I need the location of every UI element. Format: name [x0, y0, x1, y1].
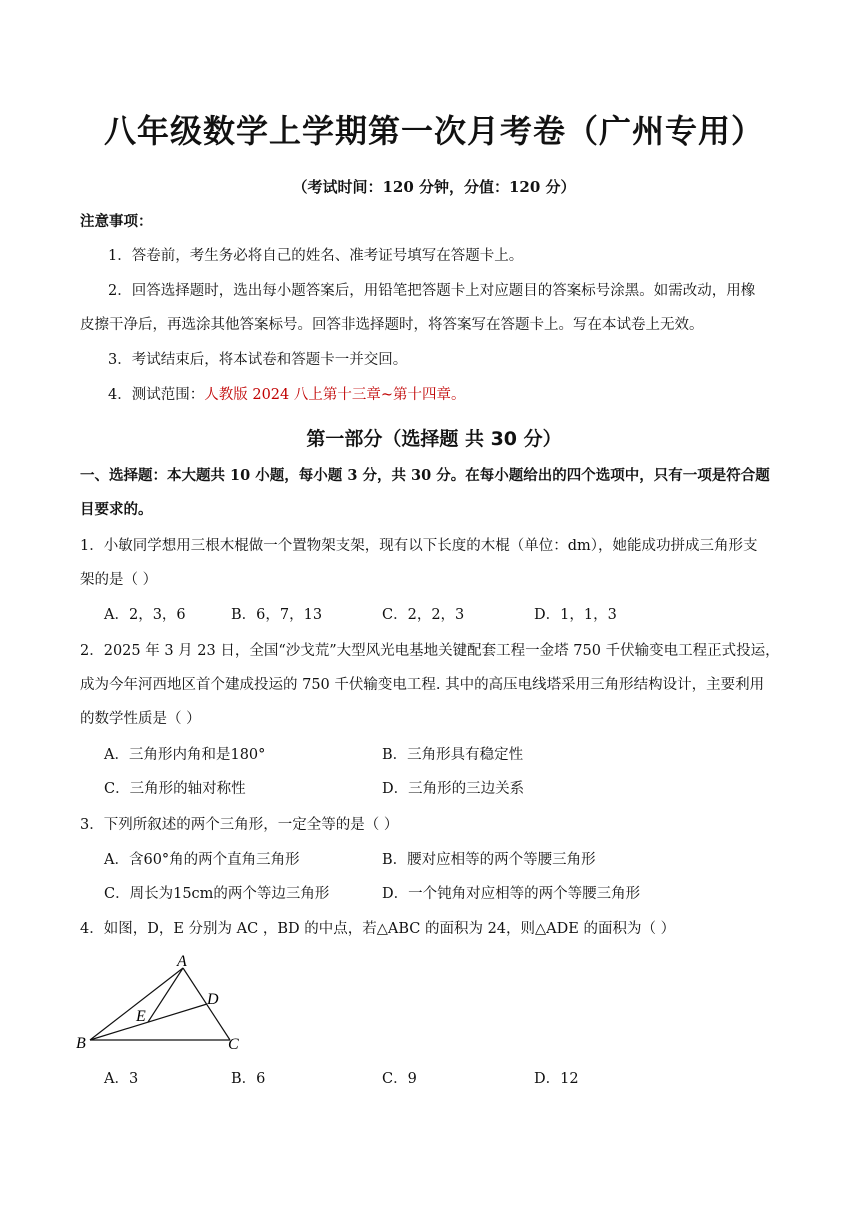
q4-option-b: B．6 — [231, 1071, 266, 1087]
note-item-3: 3．考试结束后，将本试卷和答题卡一并交回。 — [108, 352, 408, 368]
q2-stem-line-3: 的数学性质是（ ） — [80, 711, 201, 727]
q2-option-d: D．三角形的三边关系 — [382, 781, 525, 797]
q2-stem-line-1: 2．2025 年 3 月 23 日，全国“沙戈荒”大型风光电基地关键配套工程一金塔 750 千伏输变电工程正式投运， — [80, 643, 780, 659]
note-item-1: 1．答卷前，考生务必将自己的姓名、准考证号填写在答题卡上。 — [108, 248, 524, 264]
point-d-label: D — [207, 991, 219, 1008]
vertex-c-label: C — [228, 1036, 239, 1053]
q1-option-c: C．2，2，3 — [382, 607, 465, 623]
q4-option-a: A．3 — [104, 1071, 139, 1087]
notes-heading: 注意事项： — [80, 213, 153, 230]
q2-option-b: B．三角形具有稳定性 — [382, 747, 524, 763]
note-item-4-prefix: 4．测试范围： — [108, 387, 205, 403]
note-item-2-line-1: 2．回答选择题时，选出每小题答案后，用铅笔把答题卡上对应题目的答案标号涂黑。如需改动，用橡 — [108, 283, 756, 299]
q4-stem: 4．如图，D，E 分别为 AC ，BD 的中点，若△ABC 的面积为 24，则△ADE 的面积为（ ） — [80, 921, 676, 937]
note-item-4 — [108, 385, 466, 405]
q3-option-b: B．腰对应相等的两个等腰三角形 — [382, 852, 596, 868]
q2-option-a: A．三角形内角和是180° — [104, 747, 266, 763]
q3-stem: 3．下列所叙述的两个三角形，一定全等的是（ ） — [80, 817, 399, 833]
q1-option-d: D．1，1，3 — [534, 607, 617, 623]
vertex-a-label: A — [177, 953, 187, 970]
q3-option-c: C．周长为15cm的两个等边三角形 — [104, 886, 330, 902]
q2-stem-line-2: 成为今年河西地区首个建成投运的 750 千伏输变电工程. 其中的高压电线塔采用三角形结构设计，主要利用 — [80, 677, 765, 693]
vertex-b-label: B — [76, 1035, 86, 1052]
test-scope: 人教版 2024 八上第十三章~第十四章。 — [204, 387, 466, 403]
q1-option-a: A．2，3，6 — [104, 607, 186, 623]
q3-option-d: D．一个钝角对应相等的两个等腰三角形 — [382, 886, 641, 902]
page-title: 八年级数学上学期第一次月考卷（广州专用） — [103, 112, 764, 150]
part1-heading-line-2: 目要求的。 — [80, 501, 153, 518]
triangle-figure — [70, 950, 260, 1055]
segment-ae — [148, 968, 183, 1022]
part1-heading-line-1: 一、选择题：本大题共 10 小题，每小题 3 分，共 30 分。在每小题给出的四个选项中，只有一项是符合题 — [80, 467, 770, 484]
q1-stem-line-1: 1．小敏同学想用三根木棍做一个置物架支架，现有以下长度的木棍（单位：dm），她能成功拼成三角形支 — [80, 538, 758, 554]
section-heading: 第一部分（选择题 共 30 分） — [306, 428, 562, 450]
q1-option-b: B．6，7，13 — [231, 607, 323, 623]
point-e-label: E — [136, 1008, 146, 1025]
side-ab — [90, 968, 183, 1040]
q3-option-a: A．含60°角的两个直角三角形 — [104, 852, 300, 868]
q4-option-c: C．9 — [382, 1071, 417, 1087]
q2-option-c: C．三角形的轴对称性 — [104, 781, 246, 797]
q4-option-d: D．12 — [534, 1071, 579, 1087]
q1-stem-line-2: 架的是（ ） — [80, 572, 158, 588]
note-item-2-line-2: 皮擦干净后，再选涂其他答案标号。回答非选择题时，将答案写在答题卡上。写在本试卷上无效。 — [80, 317, 704, 333]
exam-time-info: （考试时间：120 分钟，分值：120 分） — [292, 178, 576, 196]
